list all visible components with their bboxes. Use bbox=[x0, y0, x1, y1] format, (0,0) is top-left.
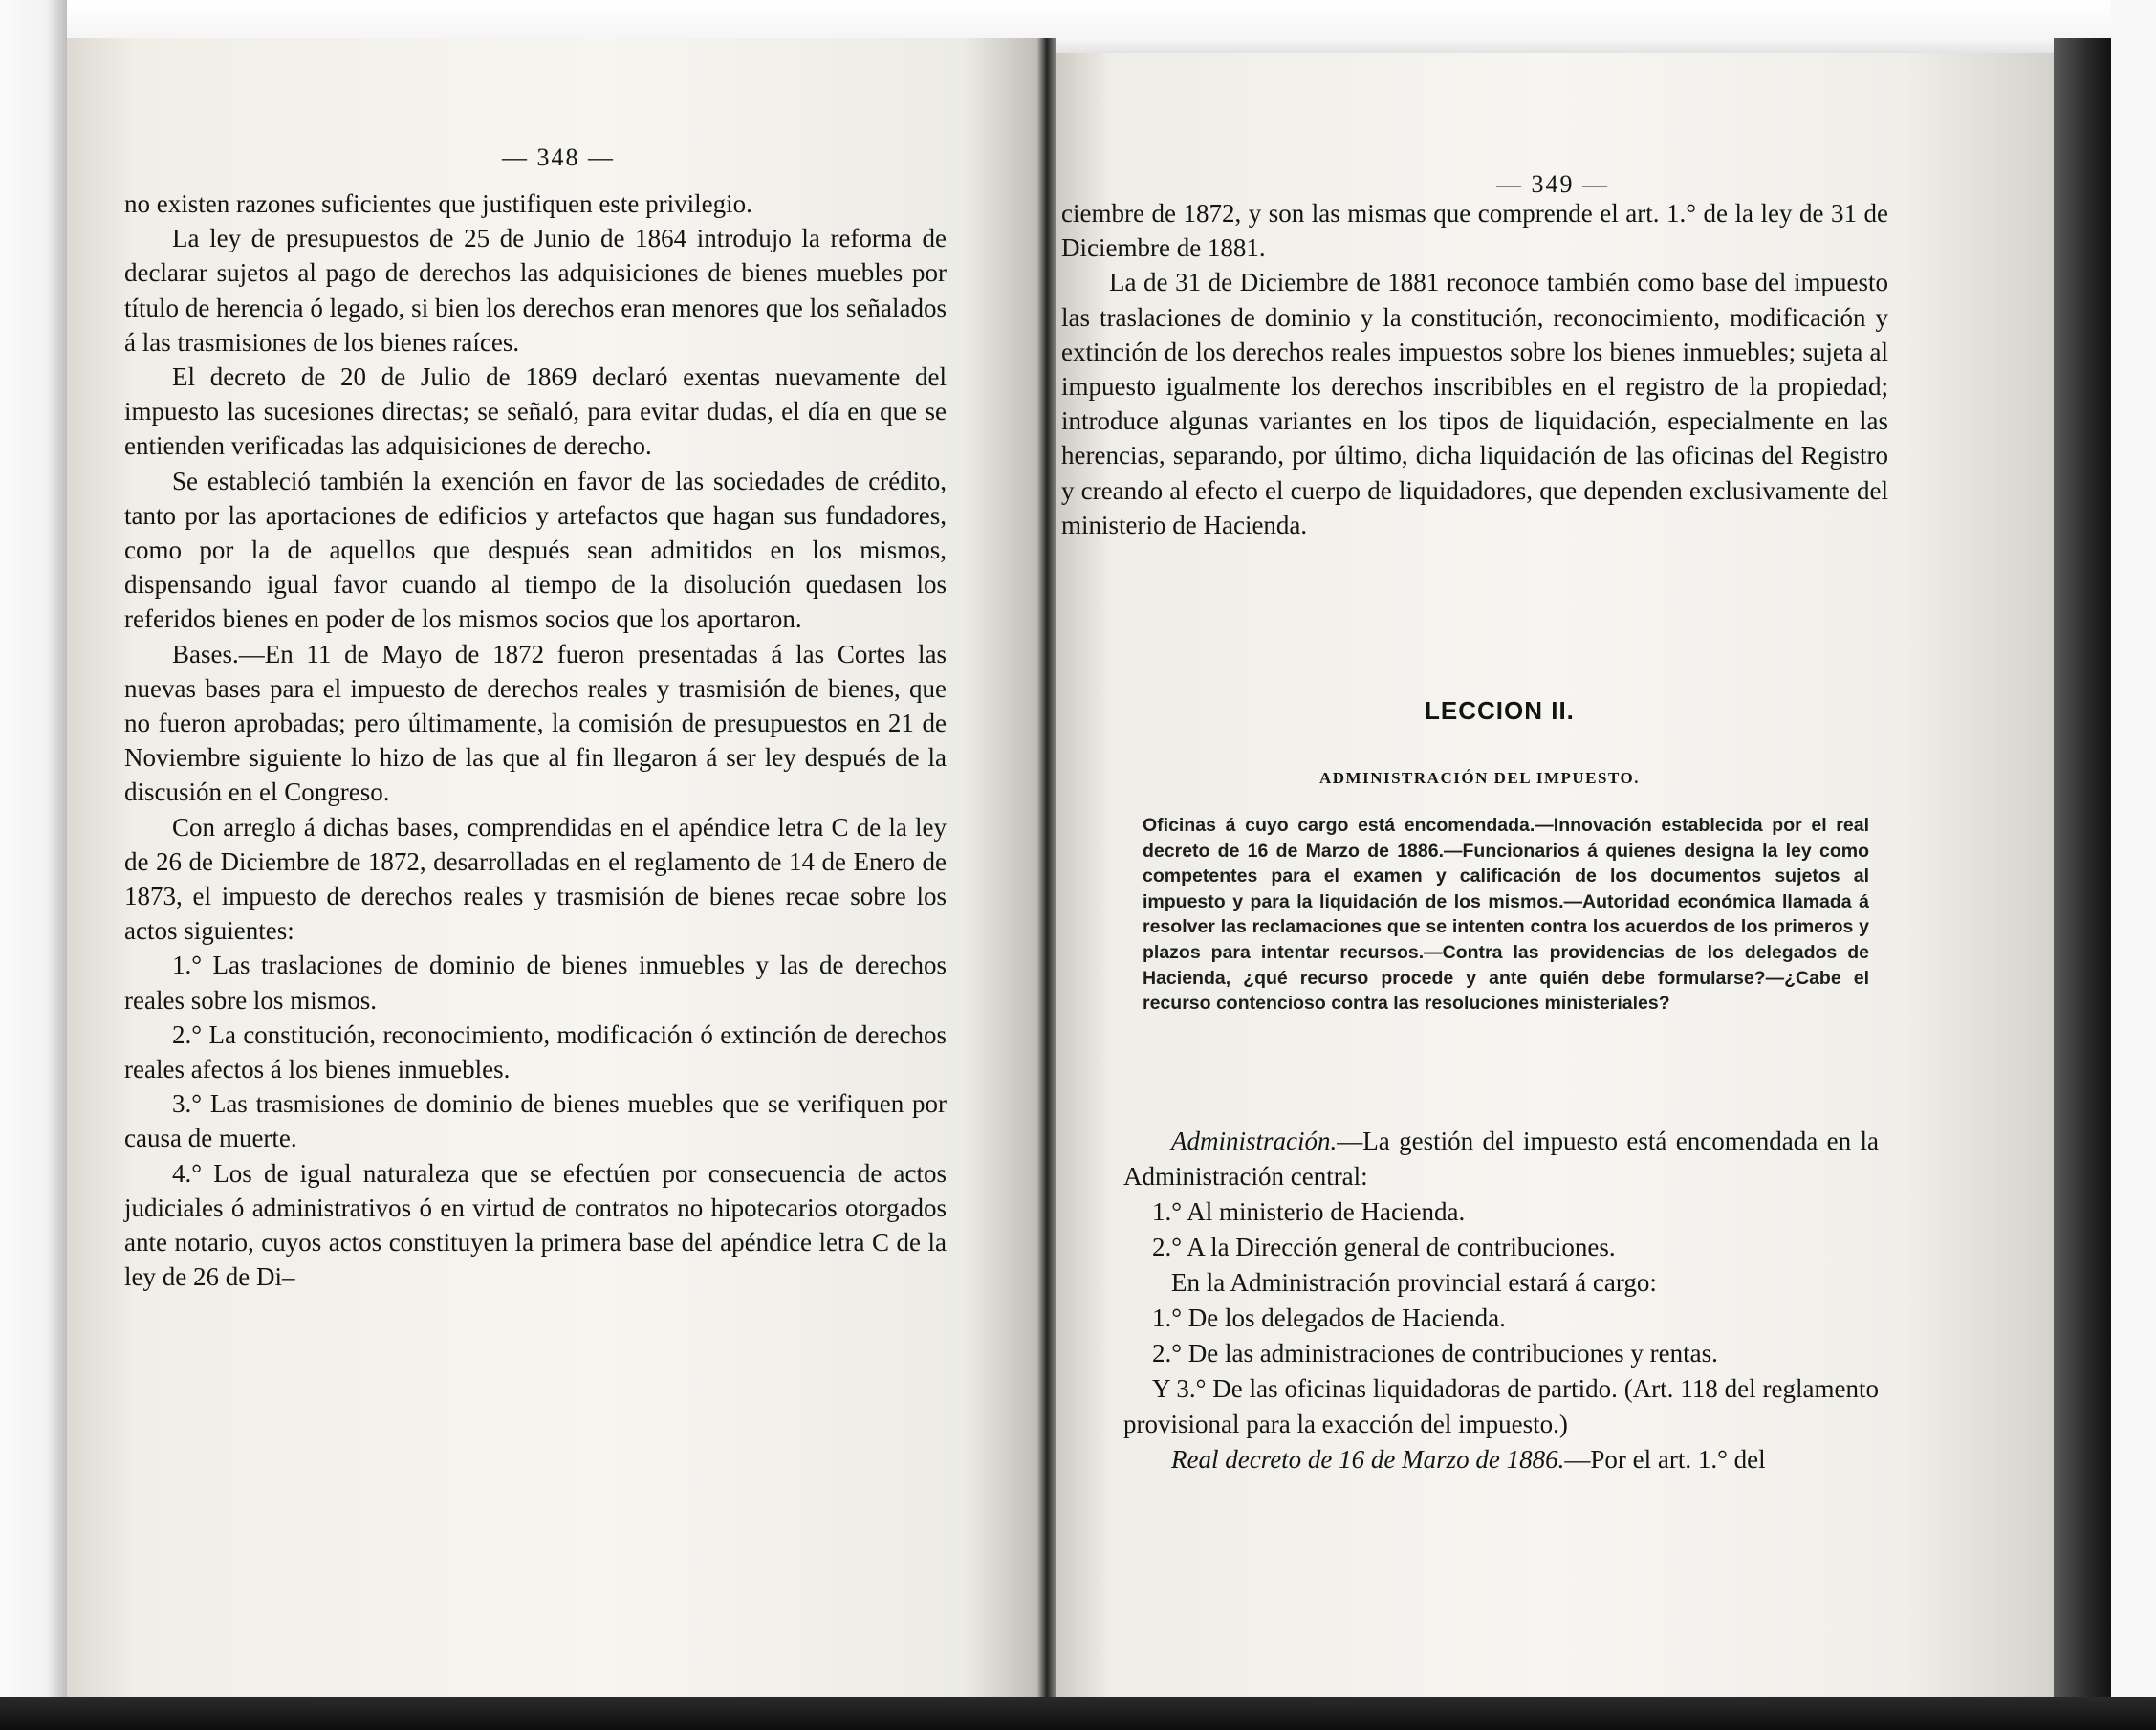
paragraph: La de 31 de Diciembre de 1881 reconoce también como base del impuesto las traslaciones de dominio y la constitución, reconocimiento, modificación y extinción de los derechos reales impuestos sobre los bienes inmuebles; sujeta al impuesto igualmente los derechos inscribibles en el registro de la propiedad; introduce algunas variantes en los tipos de liquidación, especialmente en las herencias, separando, por último, dicha liquidación de las oficinas del Registro y creando al efecto el cuerpo de liquidadores, que dependen exclusivamente del ministerio de Hacienda. bbox=[1061, 268, 1888, 539]
lesson-title: LECCION II. bbox=[1425, 696, 1575, 725]
list-item: Y 3.° De las oficinas liquidadoras de partido. (Art. 118 del reglamento provisional para la exacción del impuesto.) bbox=[1123, 1374, 1879, 1438]
list-item: 2.° A la Dirección general de contribuciones. bbox=[1152, 1233, 1616, 1261]
list-item: 1.° Al ministerio de Hacienda. bbox=[1152, 1197, 1466, 1226]
summary-text: Oficinas á cuyo cargo está encomendada.—Innovación establecida por el real decreto de 16 de Marzo de 1886.—Funcionarios á quienes designa la ley como competentes para el examen y calificación de los documentos sujetos al impuesto y para la liquidación de los mismos.—Autoridad económica llamada á resolver las reclamaciones que se intenten contra los acuerdos de los primeros y plazos para intentar recursos.—Contra las providencias de los delegados de Hacienda, ¿qué recurso procede y ante quién debe formularse?—¿Cabe el recurso contencioso contra las resoluciones ministeriales? bbox=[1143, 815, 1869, 1015]
left-page-text bbox=[124, 186, 947, 1295]
list-item: 1.° De los delegados de Hacienda. bbox=[1152, 1303, 1506, 1332]
decree-lead: Real decreto de 16 de Marzo de 1886. bbox=[1171, 1445, 1565, 1474]
scan-left-margin bbox=[0, 0, 67, 1730]
left-page-number: — 348 — bbox=[502, 143, 615, 171]
paragraph bbox=[1123, 1124, 1879, 1194]
scan-right-margin bbox=[2111, 0, 2156, 1730]
paragraph: La ley de presupuestos de 25 de Junio de 1864 introdujo la reforma de declarar sujetos al pago de derechos las adquisiciones de bienes muebles por título de herencia ó legado, si bien los derechos eran menores que los señalados á las trasmisiones de los bienes raíces. bbox=[124, 224, 947, 357]
paragraph: Se estableció también la exención en favor de las sociedades de crédito, tanto por las aportaciones de edificios y artefactos que hagan sus fundadores, como por la de aquellos que después sean admitidos en los mismos, dispensando igual favor cuando al tiempo de la disolución quedasen los referidos bienes en poder de los mismos socios que los aportaron. bbox=[124, 466, 947, 634]
list-item: 3.° Las trasmisiones de dominio de bienes muebles que se verifiquen por causa de muerte. bbox=[124, 1089, 947, 1153]
scan-bottom-border bbox=[0, 1697, 2156, 1730]
book-edge-shadow bbox=[2054, 38, 2111, 1702]
right-page-number: — 349 — bbox=[1496, 170, 1609, 198]
paragraph: ciembre de 1872, y son las mismas que comprende el art. 1.° de la ley de 31 de Diciembre de 1881. bbox=[1061, 199, 1888, 263]
list-item: 2.° De las administraciones de contribuciones y rentas. bbox=[1152, 1339, 1718, 1368]
admin-lead: Administración. bbox=[1171, 1127, 1338, 1155]
section-title: ADMINISTRACIÓN DEL IMPUESTO. bbox=[1319, 769, 1640, 787]
admin-text: —La gestión del impuesto está encomendada en la Administración central: bbox=[1123, 1127, 1879, 1191]
paragraph: El decreto de 20 de Julio de 1869 declaró exentas nuevamente del impuesto las sucesiones directas; se señaló, para evitar dudas, el día en que se entienden verificadas las adquisiciones de derecho. bbox=[124, 362, 947, 461]
list-item: 2.° La constitución, reconocimiento, modificación ó extinción de derechos reales afectos á los bienes inmuebles. bbox=[124, 1019, 947, 1084]
list-item: 1.° Las traslaciones de dominio de bienes inmuebles y las de derechos reales sobre los mismos. bbox=[124, 951, 947, 1015]
paragraph: no existen razones suficientes que justifiquen este privilegio. bbox=[124, 189, 752, 218]
book-gutter bbox=[1037, 38, 1056, 1702]
paragraph: Bases.—En 11 de Mayo de 1872 fueron presentadas á las Cortes las nuevas bases para el impuesto de derechos reales y trasmisión de bienes, que no fueron aprobadas; pero últimamente, la comisión de presupuestos en 21 de Noviembre siguiente lo hizo de las que al fin llegaron á ser ley después de la discusión en el Congreso. bbox=[124, 639, 947, 807]
right-page-body bbox=[1123, 1124, 1879, 1478]
paragraph: Con arreglo á dichas bases, comprendidas en el apéndice letra C de la ley de 26 de Diciembre de 1872, desarrolladas en el reglamento de 14 de Enero de 1873, el impuesto de derechos reales y trasmisión de bienes recae sobre los actos siguientes: bbox=[124, 812, 947, 946]
lesson-summary bbox=[1143, 813, 1869, 1017]
right-page-text bbox=[1061, 196, 1888, 542]
paragraph bbox=[1123, 1442, 1879, 1478]
decree-text: —Por el art. 1.° del bbox=[1564, 1445, 1766, 1474]
paragraph: En la Administración provincial estará á cargo: bbox=[1171, 1268, 1657, 1297]
list-item: 4.° Los de igual naturaleza que se efectúen por consecuencia de actos judiciales ó administrativos ó en virtud de contratos no hipotecarios otorgados ante notario, cuyos actos constituyen la primera base del apéndice letra C de la ley de 26 de Di– bbox=[124, 1158, 947, 1292]
